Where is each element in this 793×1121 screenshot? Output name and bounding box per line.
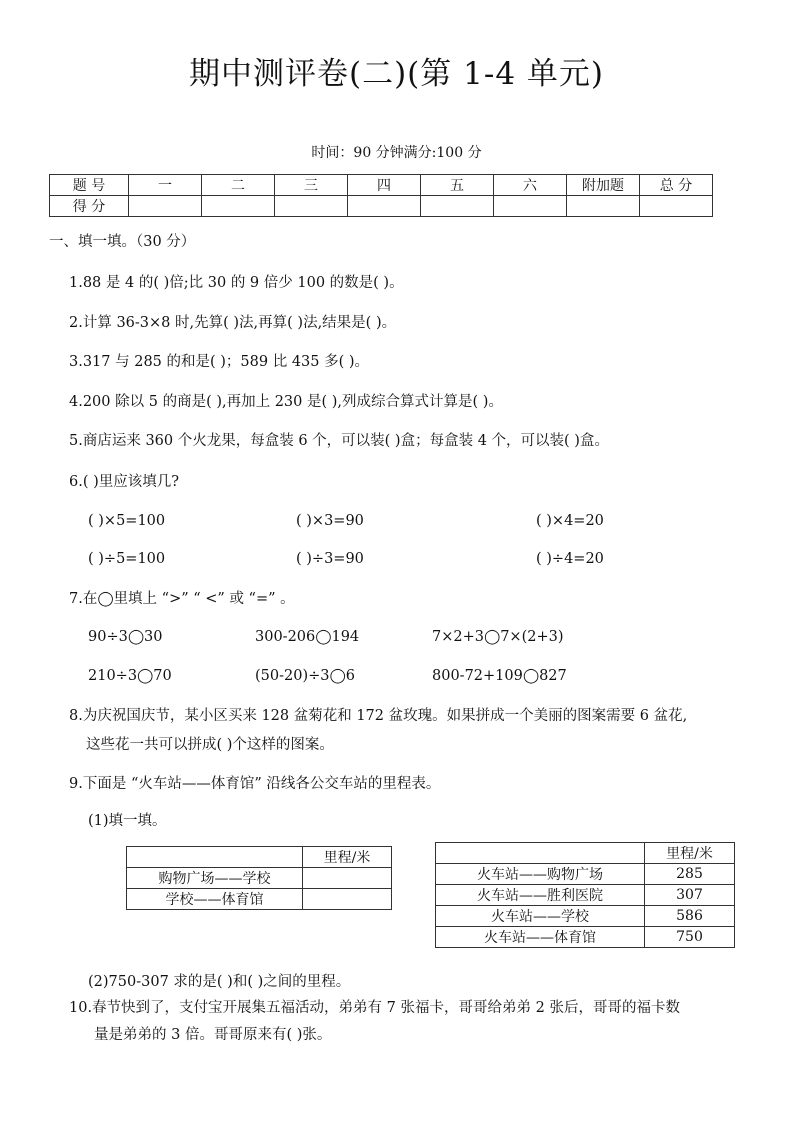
column-header: 一	[129, 175, 202, 196]
mileage-fill-table	[126, 846, 392, 910]
row-label-score: 得 分	[50, 196, 129, 217]
score-cell[interactable]	[348, 196, 421, 217]
q6-item: ( )÷4=20	[536, 551, 604, 567]
question-8-line-2: 这些花一共可以拼成( )个这样的图案。	[86, 737, 334, 753]
question-6: 6.( )里应该填几?	[69, 474, 180, 490]
column-header: 总 分	[640, 175, 713, 196]
score-table	[49, 174, 713, 217]
q6-item: ( )×4=20	[536, 513, 604, 529]
column-header: 五	[421, 175, 494, 196]
distance-cell: 285	[645, 864, 735, 885]
score-cell[interactable]	[275, 196, 348, 217]
table-row	[436, 885, 735, 906]
question-9-part-2: (2)750-307 求的是( )和( )之间的里程。	[88, 974, 351, 990]
question-9-part-1: (1)填一填。	[88, 813, 167, 829]
column-header: 六	[494, 175, 567, 196]
score-cell[interactable]	[129, 196, 202, 217]
question-10-line-2: 量是弟弟的 3 倍。哥哥原来有( )张。	[94, 1027, 332, 1043]
score-cell[interactable]	[567, 196, 640, 217]
route-cell: 火车站——体育馆	[436, 927, 645, 948]
route-cell: 学校——体育馆	[127, 889, 303, 910]
route-cell: 火车站——学校	[436, 906, 645, 927]
table-row	[436, 906, 735, 927]
score-cell[interactable]	[421, 196, 494, 217]
q7-item: (50-20)÷3◯6	[255, 668, 355, 684]
score-cell[interactable]	[640, 196, 713, 217]
q7-item: 210÷3◯70	[88, 668, 172, 684]
question-1: 1.88 是 4 的( )倍;比 30 的 9 倍少 100 的数是( )。	[69, 275, 404, 291]
question-5: 5.商店运来 360 个火龙果，每盒装 6 个，可以装( )盒；每盒装 4 个，可以装( )盒。	[69, 433, 609, 449]
row-label-question-number: 题 号	[50, 175, 129, 196]
question-2: 2.计算 36-3×8 时,先算( )法,再算( )法,结果是( )。	[69, 315, 397, 331]
column-header: 四	[348, 175, 421, 196]
column-header: 附加题	[567, 175, 640, 196]
q6-item: ( )×5=100	[88, 513, 166, 529]
column-header: 三	[275, 175, 348, 196]
section-heading: 一、填一填。（30 分）	[49, 234, 196, 250]
score-cell[interactable]	[494, 196, 567, 217]
column-header: 二	[202, 175, 275, 196]
q6-item: ( )×3=90	[296, 513, 364, 529]
mileage-table	[435, 842, 735, 948]
page-title: 期中测评卷(二)(第 1-4 单元)	[188, 56, 604, 92]
q7-item: 300-206◯194	[255, 629, 360, 645]
score-value-row	[50, 196, 713, 217]
table-corner-cell	[436, 843, 645, 864]
question-8-line-1: 8.为庆祝国庆节，某小区买来 128 盆菊花和 172 盆玫瑰。如果拼成一个美丽的图案需要 6 盆花,	[69, 708, 688, 724]
q6-item: ( )÷5=100	[88, 551, 166, 567]
route-cell: 火车站——胜利医院	[436, 885, 645, 906]
q6-item: ( )÷3=90	[296, 551, 364, 567]
question-4: 4.200 除以 5 的商是( ),再加上 230 是( ),列成综合算式计算是( )。	[69, 394, 503, 410]
table-row	[436, 864, 735, 885]
column-header: 里程/米	[303, 847, 392, 868]
q7-item: 800-72+109◯827	[432, 668, 567, 684]
q7-item: 90÷3◯30	[88, 629, 163, 645]
route-cell: 火车站——购物广场	[436, 864, 645, 885]
column-header: 里程/米	[645, 843, 735, 864]
table-corner-cell	[127, 847, 303, 868]
route-cell: 购物广场——学校	[127, 868, 303, 889]
distance-cell: 307	[645, 885, 735, 906]
question-3: 3.317 与 285 的和是( )；589 比 435 多( )。	[69, 354, 370, 370]
q7-item: 7×2+3◯7×(2+3)	[432, 629, 564, 645]
distance-cell: 586	[645, 906, 735, 927]
question-10-line-1: 10.春节快到了，支付宝开展集五福活动，弟弟有 7 张福卡，哥哥给弟弟 2 张后，哥哥的福卡数	[69, 1000, 680, 1016]
question-7: 7.在◯里填上 “>” “ <” 或 “=” 。	[69, 591, 295, 607]
answer-cell[interactable]	[303, 889, 392, 910]
table-row	[127, 868, 392, 889]
table-row	[127, 889, 392, 910]
table-row	[436, 927, 735, 948]
distance-cell: 750	[645, 927, 735, 948]
score-header-row	[50, 175, 713, 196]
question-9: 9.下面是 “火车站——体育馆” 沿线各公交车站的里程表。	[69, 776, 441, 792]
score-cell[interactable]	[202, 196, 275, 217]
answer-cell[interactable]	[303, 868, 392, 889]
exam-time-info: 时间：90 分钟满分:100 分	[311, 145, 482, 161]
